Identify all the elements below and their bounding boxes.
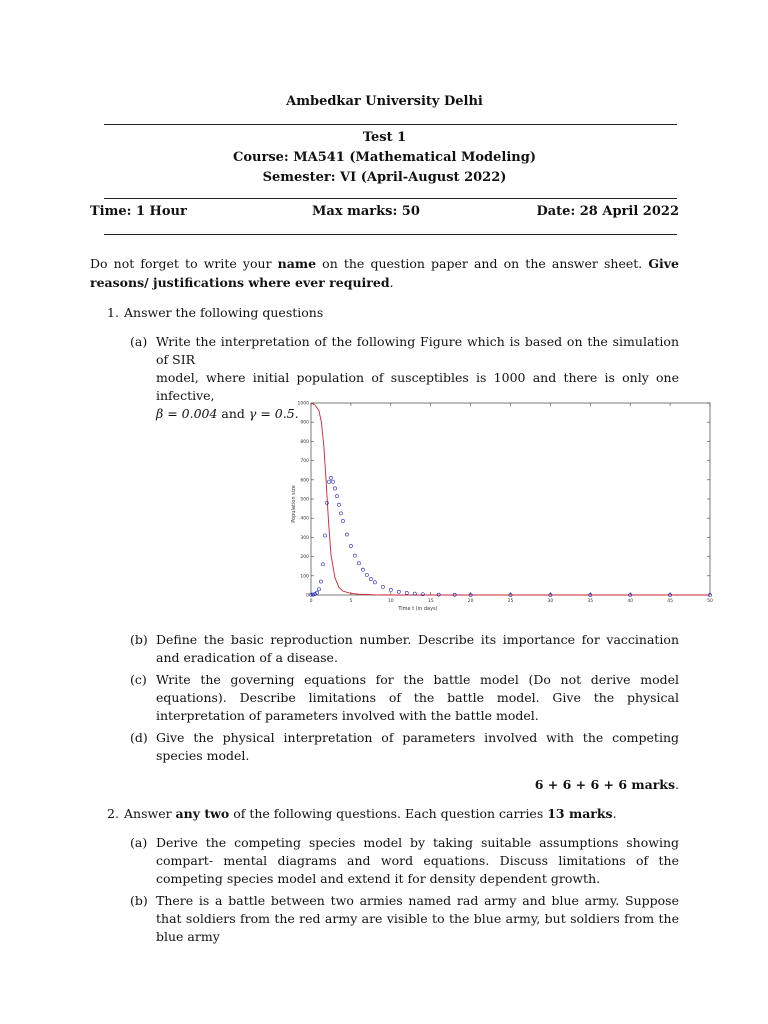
q1d-text: Give the physical interpretation of parameters involved with the competing species model. xyxy=(156,730,679,763)
q1-title: Answer the following questions xyxy=(124,305,324,320)
q1b-text: Define the basic reproduction number. Describe its importance for vaccination and eradication of a disease. xyxy=(156,632,679,665)
test-title: Test 1 xyxy=(362,130,407,145)
q1a-line2: model, where initial population of susceptibles is 1000 and there is only one infective, xyxy=(156,370,679,403)
q1b xyxy=(130,631,679,667)
q2b xyxy=(130,892,679,944)
instructions-reasons: Give reasons/ justifications where ever required xyxy=(90,256,680,290)
chart-x-tick-label: 10 xyxy=(387,599,394,604)
chart-x-tick-label: 20 xyxy=(467,599,474,604)
chart-x-tick-label: 45 xyxy=(667,599,673,604)
q1-number: 1. xyxy=(107,305,119,320)
header-rule-bottom xyxy=(104,234,677,235)
chart-y-tick-label: 500 xyxy=(300,497,309,503)
q1a-line1: Write the interpretation of the following Figure which is based on the simulation of SIR xyxy=(156,334,679,367)
chart-y-tick-label: 100 xyxy=(300,574,309,580)
instructions: Do not forget to write your name on the question paper and on the answer sheet. Give reasons/ justifications where ever required. xyxy=(90,256,680,290)
q2-marks: 13 marks xyxy=(547,806,613,821)
chart-x-tick-label: 40 xyxy=(627,599,634,604)
chart-x-tick-label: 30 xyxy=(547,599,554,604)
q1a-line3: β = 0.004 and γ = 0.5. xyxy=(156,406,299,421)
q2-any-two: any two xyxy=(175,806,230,821)
date-info: Date: 28 April 2022 xyxy=(536,204,679,219)
q2-number: 2. xyxy=(107,806,119,821)
chart-y-tick-label: 800 xyxy=(300,439,309,445)
q1c-text: Write the governing equations for the battle model (Do not derive model equations). Describe limitations of the battle model. Give the physical interpretation of parameters involved with the battle model. xyxy=(156,672,679,723)
chart-x-tick-label: 0 xyxy=(309,599,313,604)
chart-axes xyxy=(298,401,713,605)
chart-x-tick-label: 15 xyxy=(427,599,434,604)
exam-meta-row xyxy=(90,204,679,222)
q2a-text: Derive the competing species model by taking suitable assumptions showing compart- mental diagrams and word equations. Discuss limitations of the competing species model and extend it for density dependent growth. xyxy=(156,835,679,886)
chart-y-tick-label: 300 xyxy=(300,535,309,541)
sir-simulation-chart xyxy=(198,394,713,616)
chart-x-axis-label: Time t (in days) xyxy=(398,606,438,612)
header-rule-middle xyxy=(104,198,677,199)
chart-plot-frame xyxy=(311,403,710,595)
course-title: Course: MA541 (Mathematical Modeling) xyxy=(233,150,536,165)
chart-y-tick-label: 900 xyxy=(300,420,309,426)
chart-y-axis-label: Population size xyxy=(291,485,297,523)
chart-x-tick-label: 50 xyxy=(707,599,713,604)
chart-x-tick-label: 5 xyxy=(349,599,353,604)
chart-x-tick-label: 25 xyxy=(507,599,514,604)
university-title: Ambedkar University Delhi xyxy=(286,94,483,109)
q1-marks: 6 + 6 + 6 + 6 marks. xyxy=(534,777,679,792)
q2a xyxy=(130,834,679,888)
q1a-beta: β = 0.004 xyxy=(156,406,218,421)
q2-title: Answer any two of the following questions. Each question carries 13 marks. xyxy=(124,806,617,821)
header-rule-top xyxy=(104,124,677,125)
q1a xyxy=(130,333,679,421)
q1c-label: (c) xyxy=(130,672,147,687)
chart-y-tick-label: 0 xyxy=(306,593,309,599)
max-marks-info: Max marks: 50 xyxy=(312,204,420,219)
chart-y-tick-label: 200 xyxy=(300,555,309,561)
q2b-text: There is a battle between two armies named rad army and blue army. Suppose that soldiers from the red army are visible to the blue army, but soldiers from the blue army xyxy=(156,893,679,944)
time-info: Time: 1 Hour xyxy=(90,204,187,219)
q1b-label: (b) xyxy=(130,632,148,647)
q1a-gamma: γ = 0.5 xyxy=(248,406,295,421)
q1d-label: (d) xyxy=(130,730,148,745)
semester-title: Semester: VI (April-August 2022) xyxy=(262,170,507,185)
q1d xyxy=(130,729,679,765)
q1c xyxy=(130,671,679,725)
q2a-label: (a) xyxy=(130,835,148,850)
chart-y-tick-label: 600 xyxy=(300,478,309,484)
chart-x-tick-label: 35 xyxy=(587,599,594,604)
chart-y-tick-label: 400 xyxy=(300,516,309,522)
chart-y-tick-label: 1000 xyxy=(297,401,309,407)
q2b-label: (b) xyxy=(130,893,148,908)
chart-y-tick-label: 700 xyxy=(300,459,309,465)
q1a-label: (a) xyxy=(130,334,148,349)
instructions-name-word: name xyxy=(277,256,317,271)
